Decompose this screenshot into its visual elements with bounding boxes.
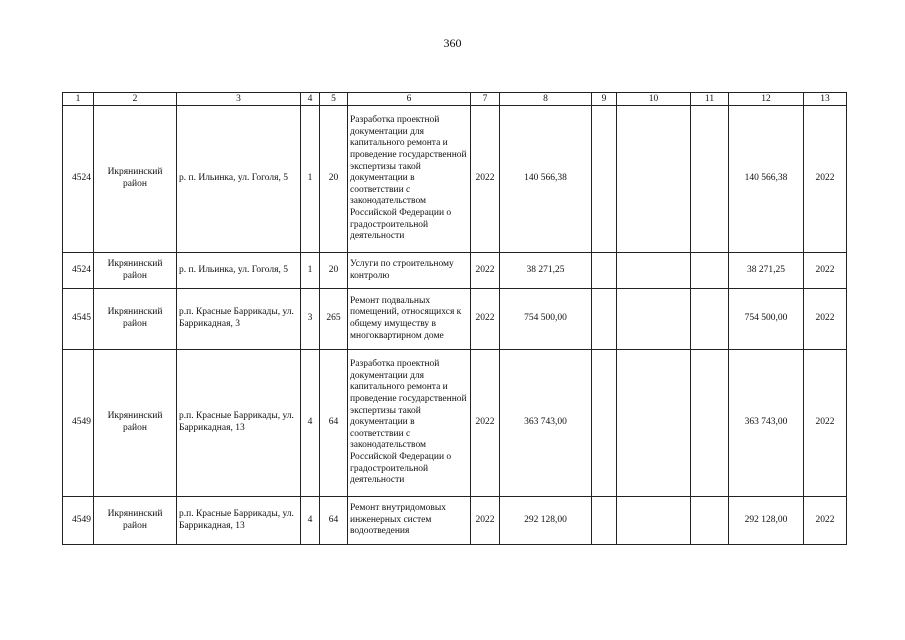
column-header: 11 — [691, 93, 729, 106]
cell-address: р.п. Красные Баррикады, ул. Баррикадная, 3 — [177, 289, 301, 350]
cell-col11 — [691, 497, 729, 545]
cell-col5: 20 — [320, 106, 348, 253]
column-header: 3 — [177, 93, 301, 106]
column-header: 8 — [500, 93, 592, 106]
cell-address: р.п. Красные Баррикады, ул. Баррикадная, 13 — [177, 497, 301, 545]
cell-col10 — [617, 497, 691, 545]
cell-col4: 4 — [301, 497, 320, 545]
cell-address: р. п. Ильинка, ул. Гоголя, 5 — [177, 253, 301, 289]
cell-col11 — [691, 350, 729, 497]
cell-col4: 4 — [301, 350, 320, 497]
column-header: 6 — [348, 93, 471, 106]
cell-amount: 140 566,38 — [500, 106, 592, 253]
cell-col4: 1 — [301, 106, 320, 253]
cell-year: 2022 — [471, 289, 500, 350]
cell-id: 4524 — [63, 106, 94, 253]
cell-district: Икрянинский район — [94, 253, 177, 289]
cell-district: Икрянинский район — [94, 497, 177, 545]
column-header: 10 — [617, 93, 691, 106]
cell-work-type: Услуги по строительному контролю — [348, 253, 471, 289]
cell-total: 292 128,00 — [729, 497, 804, 545]
cell-total: 363 743,00 — [729, 350, 804, 497]
column-header: 9 — [592, 93, 617, 106]
cell-col9 — [592, 350, 617, 497]
column-header: 4 — [301, 93, 320, 106]
register-table — [62, 92, 847, 545]
cell-col10 — [617, 106, 691, 253]
cell-id: 4545 — [63, 289, 94, 350]
table-row — [63, 289, 847, 350]
cell-year: 2022 — [471, 106, 500, 253]
cell-amount: 363 743,00 — [500, 350, 592, 497]
cell-work-type: Разработка проектной документации для капитального ремонта и проведение государственной экспертизы такой документации в соответствии с законодательством Российской Федерации о градостроительной деятельности — [348, 350, 471, 497]
cell-id: 4549 — [63, 350, 94, 497]
column-header: 5 — [320, 93, 348, 106]
cell-total: 38 271,25 — [729, 253, 804, 289]
column-header: 1 — [63, 93, 94, 106]
cell-end-year: 2022 — [804, 350, 847, 497]
column-header: 7 — [471, 93, 500, 106]
cell-col5: 265 — [320, 289, 348, 350]
cell-end-year: 2022 — [804, 289, 847, 350]
table-row — [63, 106, 847, 253]
cell-district: Икрянинский район — [94, 289, 177, 350]
cell-address: р. п. Ильинка, ул. Гоголя, 5 — [177, 106, 301, 253]
cell-col4: 1 — [301, 253, 320, 289]
cell-end-year: 2022 — [804, 253, 847, 289]
cell-end-year: 2022 — [804, 497, 847, 545]
cell-work-type: Ремонт внутридомовых инженерных систем водоотведения — [348, 497, 471, 545]
cell-col4: 3 — [301, 289, 320, 350]
cell-work-type: Разработка проектной документации для капитального ремонта и проведение государственной экспертизы такой документации в соответствии с законодательством Российской Федерации о градостроительной деятельности — [348, 106, 471, 253]
cell-col10 — [617, 350, 691, 497]
page-number: 360 — [443, 36, 462, 50]
column-header: 2 — [94, 93, 177, 106]
cell-col9 — [592, 253, 617, 289]
cell-col10 — [617, 253, 691, 289]
cell-col5: 64 — [320, 350, 348, 497]
cell-col10 — [617, 289, 691, 350]
cell-col5: 20 — [320, 253, 348, 289]
cell-year: 2022 — [471, 253, 500, 289]
cell-amount: 754 500,00 — [500, 289, 592, 350]
cell-total: 754 500,00 — [729, 289, 804, 350]
column-header: 13 — [804, 93, 847, 106]
cell-year: 2022 — [471, 350, 500, 497]
cell-end-year: 2022 — [804, 106, 847, 253]
table-row — [63, 350, 847, 497]
cell-col9 — [592, 289, 617, 350]
cell-col5: 64 — [320, 497, 348, 545]
cell-year: 2022 — [471, 497, 500, 545]
table-row — [63, 497, 847, 545]
cell-total: 140 566,38 — [729, 106, 804, 253]
cell-col11 — [691, 289, 729, 350]
cell-district: Икрянинский район — [94, 350, 177, 497]
cell-col11 — [691, 253, 729, 289]
cell-col11 — [691, 106, 729, 253]
cell-col9 — [592, 106, 617, 253]
cell-amount: 38 271,25 — [500, 253, 592, 289]
cell-address: р.п. Красные Баррикады, ул. Баррикадная, 13 — [177, 350, 301, 497]
header-row — [63, 93, 847, 106]
cell-col9 — [592, 497, 617, 545]
cell-id: 4524 — [63, 253, 94, 289]
column-header: 12 — [729, 93, 804, 106]
cell-amount: 292 128,00 — [500, 497, 592, 545]
cell-work-type: Ремонт подвальных помещений, относящихся к общему имуществу в многоквартирном доме — [348, 289, 471, 350]
cell-id: 4549 — [63, 497, 94, 545]
cell-district: Икрянинский район — [94, 106, 177, 253]
table-row — [63, 253, 847, 289]
